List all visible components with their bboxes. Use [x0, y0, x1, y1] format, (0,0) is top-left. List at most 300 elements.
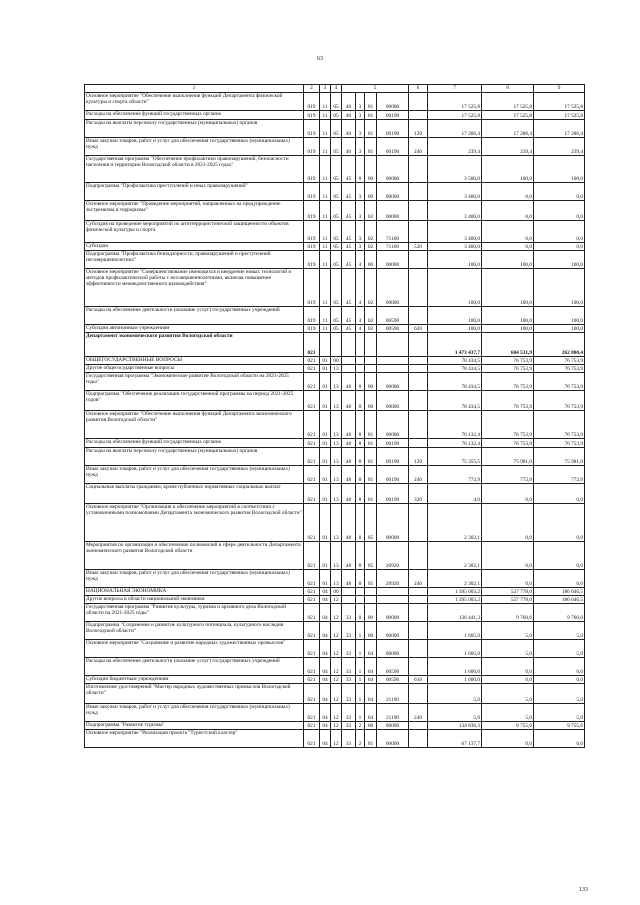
section-code: 01: [320, 373, 331, 391]
header-cell: 9: [534, 85, 585, 93]
amount-2023: 17 525,8: [534, 111, 585, 120]
section-code: 11: [320, 307, 331, 325]
table-row: [85, 484, 585, 504]
subsection-code: 05: [331, 120, 342, 138]
amount-2022: 76 753,9: [482, 357, 534, 365]
event-code: 01: [365, 138, 377, 156]
event-code: 04: [365, 684, 377, 704]
amount-2021: 2 302,1: [428, 542, 482, 570]
amount-2022: 0,0: [482, 570, 534, 588]
amount-2023: 0,0: [534, 183, 585, 201]
event-code: 01: [365, 466, 377, 484]
section-code: 11: [320, 156, 331, 183]
subsection-code: 05: [331, 93, 342, 111]
subsection-code: [331, 333, 342, 357]
subsection-code: 13: [331, 373, 342, 391]
page-number: 63: [317, 56, 323, 62]
amount-2021: 100,0: [428, 251, 482, 269]
section-code: 01: [320, 466, 331, 484]
amount-2021: 4,0: [428, 484, 482, 504]
expense-type-code: 620: [409, 325, 428, 333]
row-name: Социальные выплаты гражданам, кроме публичных нормативных социальных выплат: [85, 484, 304, 504]
section-code: 04: [320, 722, 331, 730]
section-code: 11: [320, 243, 331, 251]
gr-code: 021: [304, 411, 320, 439]
amount-2021: 134 836,3: [428, 722, 482, 730]
event-code: 00: [365, 622, 377, 640]
direction-code: 20920: [377, 542, 409, 570]
amount-2021: 2 302,1: [428, 570, 482, 588]
subprogram-code: 8: [356, 484, 365, 504]
event-code: 01: [365, 111, 377, 120]
event-code: 04: [365, 658, 377, 676]
expense-type-code: 120: [409, 120, 428, 138]
subsection-code: 13: [331, 411, 342, 439]
subprogram-code: 8: [356, 448, 365, 466]
row-name: Иные закупки товаров, работ и услуг для обеспечения государственных (муниципальных) нужд: [85, 138, 304, 156]
event-code: 00: [365, 183, 377, 201]
program-code: 40: [342, 120, 356, 138]
expense-type-code: 240: [409, 466, 428, 484]
direction-code: 00000: [377, 730, 409, 748]
program-code: 33: [342, 704, 356, 722]
amount-2023: 0,0: [534, 658, 585, 676]
expense-type-code: [409, 251, 428, 269]
header-cell: 5: [342, 85, 409, 93]
gr-code: 019: [304, 201, 320, 221]
subsection-code: 05: [331, 138, 342, 156]
row-name: Подпрограмма "Развитие туризма": [85, 722, 304, 730]
amount-2023: 239,4: [534, 138, 585, 156]
program-code: 48: [342, 439, 356, 448]
expense-type-code: [409, 333, 428, 357]
subprogram-code: 8: [356, 542, 365, 570]
program-code: 45: [342, 269, 356, 307]
event-code: 04: [365, 676, 377, 684]
row-name: Подпрограмма "Сохранение и развитие культурного потенциала, культурного наследия Вологодской области": [85, 622, 304, 640]
amount-2023: 100,0: [534, 251, 585, 269]
amount-2023: 5,0: [534, 640, 585, 658]
expense-type-code: [409, 596, 428, 604]
event-code: 00: [365, 722, 377, 730]
amount-2022: 0,0: [482, 243, 534, 251]
table-row: [85, 588, 585, 596]
amount-2021: 1 605,0: [428, 622, 482, 640]
section-code: 11: [320, 269, 331, 307]
expense-type-code: [409, 365, 428, 373]
row-name: Подпрограмма "Обеспечение реализации государственной программы на период 2021-2025 годов": [85, 391, 304, 411]
row-name: Основное мероприятие "Обеспечение выполнения функций Департамента физической культуры и спорта области": [85, 93, 304, 111]
expense-type-code: [409, 730, 428, 748]
subprogram-code: 8: [356, 466, 365, 484]
amount-2022: 239,4: [482, 138, 534, 156]
row-name: Мероприятия по организации и обеспечению полномочий в сфере деятельности Департамента экономического развития Вологодской области: [85, 542, 304, 570]
program-code: 33: [342, 622, 356, 640]
subprogram-code: 1: [356, 684, 365, 704]
section-code: 11: [320, 120, 331, 138]
row-name: Субсидии автономным учреждениям: [85, 325, 304, 333]
section-code: 11: [320, 201, 331, 221]
amount-2022: 772,9: [482, 466, 534, 484]
direction-code: 71160: [377, 243, 409, 251]
amount-2022: 100,0: [482, 269, 534, 307]
gr-code: 021: [304, 448, 320, 466]
gr-code: 021: [304, 596, 320, 604]
event-code: 04: [365, 640, 377, 658]
gr-code: 021: [304, 604, 320, 622]
program-code: [342, 357, 356, 365]
subsection-code: 05: [331, 221, 342, 243]
event-code: 02: [365, 325, 377, 333]
amount-2023: 772,9: [534, 466, 585, 484]
subprogram-code: [356, 333, 365, 357]
direction-code: 00000: [377, 373, 409, 391]
amount-2023: 5,0: [534, 622, 585, 640]
amount-2023: 0,0: [534, 243, 585, 251]
direction-code: 00000: [377, 183, 409, 201]
direction-code: 00000: [377, 269, 409, 307]
direction-code: [377, 357, 409, 365]
table-row: [85, 658, 585, 676]
subprogram-code: 1: [356, 658, 365, 676]
expense-type-code: [409, 111, 428, 120]
row-name: Иные закупки товаров, работ и услуг для обеспечения государственных (муниципальных) нужд: [85, 466, 304, 484]
direction-code: [377, 596, 409, 604]
subprogram-code: 1: [356, 622, 365, 640]
expense-type-code: [409, 504, 428, 542]
amount-2023: 262 800,4: [534, 333, 585, 357]
section-code: 04: [320, 730, 331, 748]
direction-code: 20920: [377, 570, 409, 588]
event-code: 02: [365, 269, 377, 307]
subprogram-code: 0: [356, 373, 365, 391]
direction-code: 00000: [377, 251, 409, 269]
gr-code: 021: [304, 658, 320, 676]
subsection-code: 00: [331, 588, 342, 596]
event-code: [365, 596, 377, 604]
table-row: [85, 570, 585, 588]
amount-2023: 76 753,9: [534, 411, 585, 439]
program-code: 45: [342, 221, 356, 243]
gr-code: 021: [304, 542, 320, 570]
direction-code: 21190: [377, 704, 409, 722]
direction-code: 21190: [377, 684, 409, 704]
amount-2022: 5,0: [482, 684, 534, 704]
section-code: 01: [320, 570, 331, 588]
direction-code: 00190: [377, 120, 409, 138]
direction-code: 00190: [377, 484, 409, 504]
event-code: 01: [365, 93, 377, 111]
row-name: ОБЩЕГОСУДАРСТВЕННЫЕ ВОПРОСЫ: [85, 357, 304, 365]
event-code: [365, 365, 377, 373]
section-code: 11: [320, 251, 331, 269]
subprogram-code: 3: [356, 243, 365, 251]
table-row: [85, 138, 585, 156]
table-row: [85, 730, 585, 748]
expense-type-code: [409, 156, 428, 183]
amount-2023: 76 753,9: [534, 373, 585, 391]
amount-2021: 1 600,0: [428, 676, 482, 684]
amount-2022: 5,0: [482, 704, 534, 722]
gr-code: 021: [304, 504, 320, 542]
footer-mark: 133: [579, 887, 588, 893]
amount-2023: 0,0: [534, 484, 585, 504]
direction-code: 00190: [377, 111, 409, 120]
amount-2022: 76 753,9: [482, 391, 534, 411]
table-row: [85, 411, 585, 439]
amount-2021: 100,0: [428, 307, 482, 325]
table-row: [85, 722, 585, 730]
amount-2022: 9 760,6: [482, 604, 534, 622]
amount-2023: 0,0: [534, 504, 585, 542]
direction-code: 00000: [377, 156, 409, 183]
row-name: Субсидии бюджетным учреждениям: [85, 676, 304, 684]
amount-2022: 527 778,0: [482, 596, 534, 604]
table-row: [85, 466, 585, 484]
amount-2022: 0,0: [482, 504, 534, 542]
direction-code: 00190: [377, 466, 409, 484]
table-row: [85, 269, 585, 307]
row-name: Подпрограмма "Профилактика безнадзорности, правонарушений и преступлений несовершеннолетних": [85, 251, 304, 269]
section-code: 01: [320, 542, 331, 570]
section-code: 11: [320, 325, 331, 333]
gr-code: 019: [304, 111, 320, 120]
table-row: [85, 325, 585, 333]
direction-code: 00000: [377, 201, 409, 221]
amount-2023: 100,0: [534, 307, 585, 325]
amount-2021: 17 286,4: [428, 120, 482, 138]
program-code: 45: [342, 307, 356, 325]
event-code: 00: [365, 373, 377, 391]
subsection-code: 13: [331, 439, 342, 448]
expense-type-code: 240: [409, 704, 428, 722]
direction-code: 00000: [377, 93, 409, 111]
event-code: 05: [365, 504, 377, 542]
expense-type-code: [409, 391, 428, 411]
subprogram-code: 3: [356, 201, 365, 221]
header-cell: 6: [409, 85, 428, 93]
expense-type-code: [409, 269, 428, 307]
direction-code: 00590: [377, 658, 409, 676]
subsection-code: 12: [331, 730, 342, 748]
subprogram-code: 0: [356, 156, 365, 183]
subprogram-code: 4: [356, 269, 365, 307]
program-code: 33: [342, 604, 356, 622]
amount-2022: 0,0: [482, 730, 534, 748]
amount-2021: 3 400,0: [428, 221, 482, 243]
event-code: 01: [365, 448, 377, 466]
subsection-code: 13: [331, 504, 342, 542]
event-code: 01: [365, 439, 377, 448]
table-row: [85, 640, 585, 658]
expense-type-code: [409, 93, 428, 111]
gr-code: 019: [304, 183, 320, 201]
amount-2022: 0,0: [482, 676, 534, 684]
expense-type-code: [409, 411, 428, 439]
event-code: 00: [365, 391, 377, 411]
amount-2021: 1 473 437,7: [428, 333, 482, 357]
table-row: [85, 183, 585, 201]
subsection-code: 12: [331, 658, 342, 676]
event-code: 00: [365, 156, 377, 183]
program-code: [342, 596, 356, 604]
event-code: [365, 357, 377, 365]
expense-type-code: [409, 722, 428, 730]
subprogram-code: [356, 596, 365, 604]
section-code: 04: [320, 604, 331, 622]
amount-2022: 76 753,9: [482, 439, 534, 448]
subprogram-code: 3: [356, 93, 365, 111]
gr-code: 019: [304, 269, 320, 307]
expense-type-code: [409, 622, 428, 640]
amount-2023: 9 755,6: [534, 722, 585, 730]
program-code: 48: [342, 448, 356, 466]
amount-2023: 5,0: [534, 704, 585, 722]
table-row: [85, 93, 585, 111]
subprogram-code: 0: [356, 604, 365, 622]
amount-2022: 5,0: [482, 640, 534, 658]
expense-type-code: 320: [409, 484, 428, 504]
subsection-code: 12: [331, 640, 342, 658]
event-code: 01: [365, 730, 377, 748]
row-name: Государственная программа "Экономическое развитие Вологодской области на 2021-2025 годы": [85, 373, 304, 391]
table-row: [85, 201, 585, 221]
subsection-code: 05: [331, 243, 342, 251]
event-code: 05: [365, 542, 377, 570]
amount-2023: 0,0: [534, 201, 585, 221]
gr-code: 019: [304, 138, 320, 156]
expense-type-code: 240: [409, 138, 428, 156]
subsection-code: 13: [331, 570, 342, 588]
subprogram-code: 3: [356, 120, 365, 138]
table-row: [85, 111, 585, 120]
program-code: 48: [342, 373, 356, 391]
row-name: Расходы на обеспечение функций государственных органов: [85, 439, 304, 448]
amount-2022: 76 753,9: [482, 365, 534, 373]
section-code: 11: [320, 138, 331, 156]
amount-2022: 604 531,9: [482, 333, 534, 357]
direction-code: [377, 588, 409, 596]
direction-code: 00000: [377, 640, 409, 658]
subprogram-code: 3: [356, 111, 365, 120]
direction-code: 00000: [377, 411, 409, 439]
section-code: 11: [320, 221, 331, 243]
program-code: 45: [342, 156, 356, 183]
gr-code: 021: [304, 640, 320, 658]
table-row: [85, 357, 585, 365]
event-code: 00: [365, 604, 377, 622]
table-row: [85, 684, 585, 704]
gr-code: 021: [304, 391, 320, 411]
amount-2022: 0,0: [482, 484, 534, 504]
amount-2021: 1 395 003,2: [428, 596, 482, 604]
section-code: 11: [320, 183, 331, 201]
row-name: Основное мероприятие "Сохранение и развитие народных художественных промыслов": [85, 640, 304, 658]
program-code: [342, 365, 356, 373]
section-code: 01: [320, 365, 331, 373]
amount-2022: 75 981,0: [482, 448, 534, 466]
amount-2023: 76 753,9: [534, 439, 585, 448]
table-row: [85, 504, 585, 542]
subprogram-code: 1: [356, 640, 365, 658]
amount-2022: 17 525,8: [482, 111, 534, 120]
section-code: 01: [320, 357, 331, 365]
event-code: [365, 333, 377, 357]
direction-code: 00000: [377, 622, 409, 640]
amount-2021: 17 525,8: [428, 93, 482, 111]
program-code: 45: [342, 243, 356, 251]
direction-code: 00190: [377, 138, 409, 156]
program-code: 33: [342, 658, 356, 676]
direction-code: 00190: [377, 448, 409, 466]
section-code: [320, 333, 331, 357]
amount-2022: 0,0: [482, 221, 534, 243]
subprogram-code: 3: [356, 183, 365, 201]
gr-code: 019: [304, 307, 320, 325]
amount-2023: 76 753,9: [534, 357, 585, 365]
amount-2023: 0,0: [534, 676, 585, 684]
direction-code: 00000: [377, 604, 409, 622]
program-code: 48: [342, 504, 356, 542]
direction-code: 00000: [377, 391, 409, 411]
amount-2022: 17 286,4: [482, 120, 534, 138]
amount-2023: 0,0: [534, 542, 585, 570]
row-name: Государственная программа "Обеспечение профилактики правонарушений, безопасности населения и территории Вологодской области в 2021-2025 годах": [85, 156, 304, 183]
row-name: Изготовление удостоверений "Мастер народных художественных промыслов Вологодской области": [85, 684, 304, 704]
section-code: 01: [320, 504, 331, 542]
event-code: 01: [365, 120, 377, 138]
expense-type-code: [409, 307, 428, 325]
amount-2023: 100,0: [534, 269, 585, 307]
gr-code: 021: [304, 357, 320, 365]
amount-2021: 78 434,5: [428, 365, 482, 373]
amount-2021: 2 302,1: [428, 504, 482, 542]
amount-2022: 100,0: [482, 156, 534, 183]
subsection-code: 13: [331, 466, 342, 484]
table-row: [85, 251, 585, 269]
gr-code: 021: [304, 588, 320, 596]
subsection-code: 05: [331, 251, 342, 269]
table-row: [85, 604, 585, 622]
subsection-code: 13: [331, 448, 342, 466]
amount-2021: 1 605,0: [428, 640, 482, 658]
subsection-code: 13: [331, 484, 342, 504]
gr-code: 021: [304, 373, 320, 391]
section-code: 01: [320, 484, 331, 504]
row-name: Основное мероприятие "Проведение мероприятий, направленных на предупреждение экстремизма и терроризма": [85, 201, 304, 221]
event-code: 02: [365, 307, 377, 325]
amount-2021: 3 400,0: [428, 243, 482, 251]
amount-2023: 75 981,0: [534, 448, 585, 466]
program-code: 45: [342, 183, 356, 201]
subsection-code: 05: [331, 325, 342, 333]
amount-2021: 17 525,8: [428, 111, 482, 120]
gr-code: 021: [304, 722, 320, 730]
event-code: 02: [365, 221, 377, 243]
event-code: 05: [365, 570, 377, 588]
expense-type-code: 610: [409, 676, 428, 684]
amount-2021: 3 500,0: [428, 156, 482, 183]
amount-2023: 5,0: [534, 684, 585, 704]
table-row: [85, 373, 585, 391]
gr-code: 019: [304, 221, 320, 243]
section-code: 11: [320, 93, 331, 111]
amount-2021: 67 137,7: [428, 730, 482, 748]
row-name: Расходы на обеспечение функций государственных органов: [85, 111, 304, 120]
amount-2021: 239,4: [428, 138, 482, 156]
expense-type-code: [409, 684, 428, 704]
subprogram-code: 4: [356, 307, 365, 325]
